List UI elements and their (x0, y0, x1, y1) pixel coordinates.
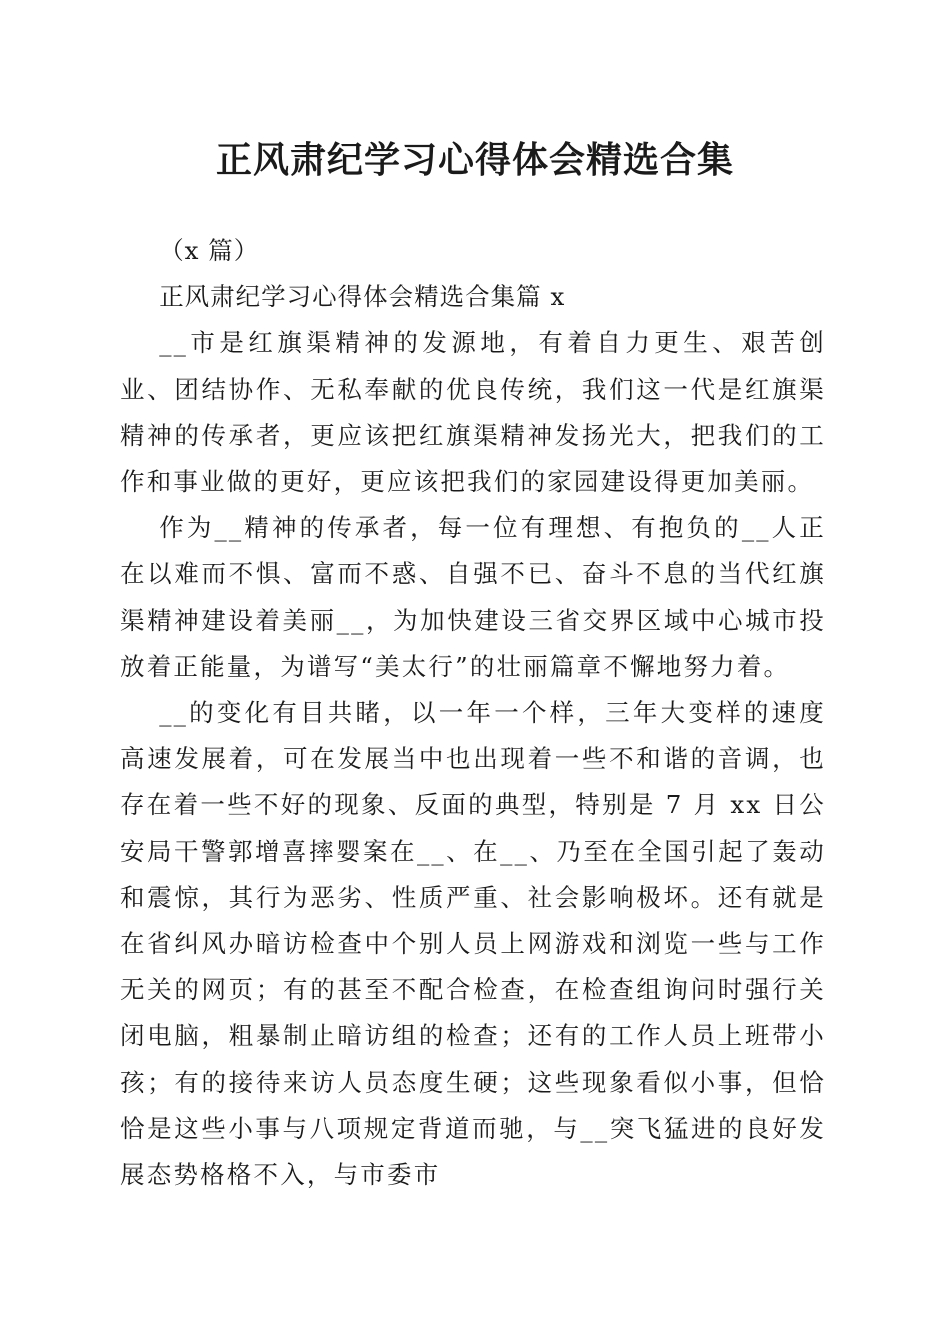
section-heading: 正风肃纪学习心得体会精选合集篇 x (159, 282, 566, 312)
body-paragraph-2: 作为__精神的传承者，每一位有理想、有抱负的__人正在以难而不惧、富而不惑、自强不已、奋斗不息的当代红旗渠精神建设着美丽__，为加快建设三省交界区域中心城市投放着正能量，为谱写“美太行”的壮丽篇章不懈地努力着。 (120, 513, 826, 681)
document-title: 正风肃纪学习心得体会精选合集 (215, 139, 734, 181)
section-count: （x 篇） (159, 236, 260, 265)
body-paragraph-3: __的变化有目共睹，以一年一个样，三年大变样的速度高速发展着，可在发展当中也出现着一些不和谐的音调，也存在着一些不好的现象、反面的典型，特别是 7 月 xx 日公安局干警郭增喜摔婴案在__、在__、乃至在全国引起了轰动和震惊，其行为恶劣、性质严重、社会影响极坏。还有就是在省纠风办暗访检查中个别人员上网游戏和浏览一些与工作无关的网页；有的甚至不配合检查，在检查组询问时强行关闭电脑，粗暴制止暗访组的检查；还有的工作人员上班带小孩；有的接待来访人员态度生硬；这些现象看似小事，但恰恰是这些小事与八项规定背道而驰，与__突飞猛进的良好发展态势格格不入，与市委市 (120, 698, 826, 1190)
document-body (120, 228, 826, 1198)
body-paragraph-1: __市是红旗渠精神的发源地，有着自力更生、艰苦创业、团结协作、无私奉献的优良传统，我们这一代是红旗渠精神的传承者，更应该把红旗渠精神发扬光大，把我们的工作和事业做的更好，更应该把我们的家园建设得更加美丽。 (120, 328, 826, 497)
